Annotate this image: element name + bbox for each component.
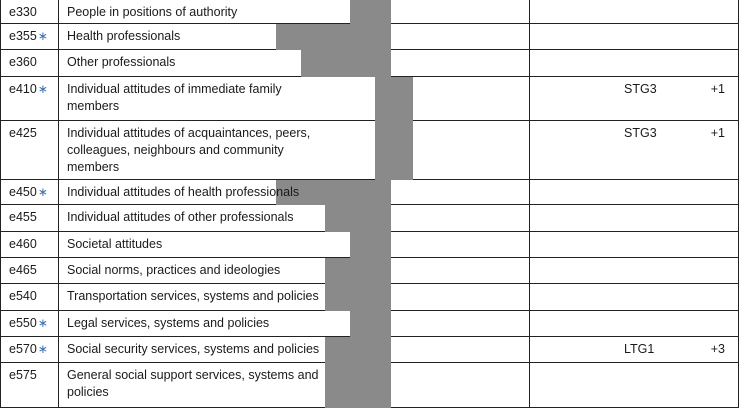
goal-score: +1 <box>710 126 725 140</box>
table-row <box>0 284 739 311</box>
goal-score: +1 <box>710 82 725 96</box>
column-divider <box>0 0 1 408</box>
icf-description: Health professionals <box>67 29 181 43</box>
icf-code <box>9 209 37 226</box>
rating-bar <box>350 311 391 337</box>
table-row <box>0 180 739 205</box>
icf-code-text: e330 <box>9 5 37 19</box>
icf-description: Legal services, systems and policies <box>67 316 270 330</box>
table-row <box>0 232 739 258</box>
table-row <box>0 0 739 24</box>
column-divider <box>58 0 59 408</box>
table-row <box>0 258 739 284</box>
icf-description: Other professionals <box>67 55 176 69</box>
icf-code-text: e465 <box>9 263 37 277</box>
icf-description: Social norms, practices and ideologies <box>67 263 281 277</box>
goal-score: +3 <box>710 342 725 356</box>
icf-code <box>9 54 37 71</box>
table-row <box>0 121 739 180</box>
icf-description: People in positions of authority <box>67 5 238 19</box>
icf-description: General social support services, systems and policies <box>67 368 319 399</box>
table-row <box>0 50 739 77</box>
icf-code-text: e360 <box>9 55 37 69</box>
icf-code <box>9 367 37 384</box>
asterisk-marker: ∗ <box>37 82 48 96</box>
table-row <box>0 24 739 50</box>
icf-description: Individual attitudes of health professionals <box>67 185 300 199</box>
icf-code-text: e450 <box>9 185 37 199</box>
icf-code-text: e355 <box>9 29 37 43</box>
icf-code <box>9 28 48 45</box>
table-row <box>0 205 739 232</box>
asterisk-marker: ∗ <box>37 29 48 43</box>
rating-bar <box>375 77 413 121</box>
table-row <box>0 77 739 121</box>
asterisk-marker: ∗ <box>37 342 48 356</box>
goal-label: LTG1 <box>624 342 655 356</box>
icf-code <box>9 341 48 358</box>
icf-code <box>9 81 48 98</box>
asterisk-marker: ∗ <box>37 316 48 330</box>
goal-label: STG3 <box>624 126 657 140</box>
table-row <box>0 337 739 363</box>
column-divider <box>529 0 530 408</box>
icf-code <box>9 184 48 201</box>
asterisk-marker: ∗ <box>37 185 48 199</box>
icf-code <box>9 262 37 279</box>
icf-description: Societal attitudes <box>67 237 163 251</box>
icf-code <box>9 236 37 253</box>
table-row <box>0 311 739 337</box>
icf-code <box>9 4 37 21</box>
rating-bar <box>350 232 391 258</box>
icf-code-text: e540 <box>9 289 37 303</box>
icf-code-text: e550 <box>9 316 37 330</box>
icf-description: Transportation services, systems and policies <box>67 289 319 303</box>
icf-code <box>9 288 37 305</box>
icf-description: Individual attitudes of immediate family members <box>67 82 282 113</box>
icf-code <box>9 125 37 142</box>
icf-code-text: e455 <box>9 210 37 224</box>
rating-bar <box>375 121 413 180</box>
icf-code <box>9 315 48 332</box>
icf-description: Individual attitudes of acquaintances, peers, colleagues, neighbours and community members <box>67 126 311 174</box>
icf-description: Social security services, systems and policies <box>67 342 320 356</box>
icf-code-text: e410 <box>9 82 37 96</box>
table-row <box>0 363 739 408</box>
goal-label: STG3 <box>624 82 657 96</box>
icf-code-text: e570 <box>9 342 37 356</box>
icf-code-text: e425 <box>9 126 37 140</box>
icf-description: Individual attitudes of other professionals <box>67 210 294 224</box>
icf-code-text: e460 <box>9 237 37 251</box>
icf-code-text: e575 <box>9 368 37 382</box>
rating-bar <box>350 0 391 24</box>
